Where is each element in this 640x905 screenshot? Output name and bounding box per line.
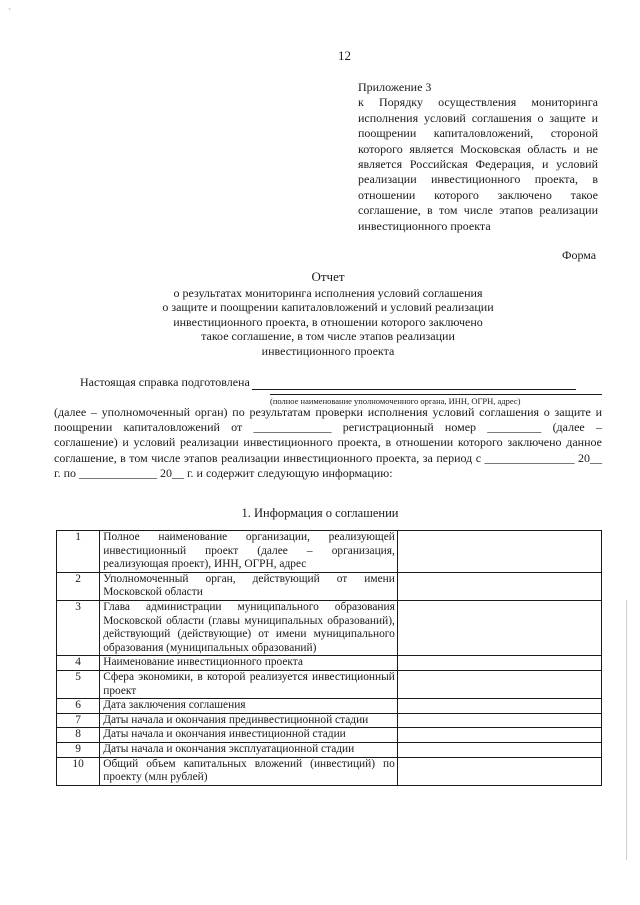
intro-line: [80, 375, 576, 390]
row-value: [397, 757, 601, 785]
row-description: Наименование инвестиционного проекта: [100, 656, 398, 671]
intro-paragraph: (далее – уполномоченный орган) по результатам проверки исполнения условий соглашения о защите и поощрении капиталовложений от _____________ регистрационный номер _________ (далее – соглашение) и условий реализации инвестиционного проекта, в отношении которого заключено данное соглашение, в том числе этапов реализации инвестиционного проекта, за период с _______________ 20__ г. по _____________ 20__ г. и содержит следующую информацию:: [54, 405, 602, 480]
scan-edge-artifact: [626, 600, 627, 860]
row-description: Даты начала и окончания прединвестиционной стадии: [100, 713, 398, 728]
report-subtitle-line: такое соглашение, в том числе этапов реализации: [201, 329, 455, 344]
row-description: Даты начала и окончания эксплуатационной стадии: [100, 742, 398, 757]
report-title-block: [140, 270, 516, 359]
row-value: [397, 728, 601, 743]
report-subtitle-line: инвестиционного проекта: [261, 343, 395, 358]
row-description: Уполномоченный орган, действующий от имени Московской области: [100, 572, 398, 600]
row-number: 5: [57, 670, 100, 698]
row-description: Дата заключения соглашения: [100, 699, 398, 714]
row-description: Глава администрации муниципального образования Московской области (главы муниципальных образований), действующий (действующие) от имени муниципального образования (муниципальных образований): [100, 600, 398, 655]
section-title: 1. Информация о соглашении: [241, 506, 399, 520]
appendix-title: Приложение 3: [358, 80, 432, 94]
row-value: [397, 713, 601, 728]
row-value: [397, 670, 601, 698]
row-number: 8: [57, 728, 100, 743]
table-row: [57, 742, 602, 757]
row-description: Полное наименование организации, реализующей инвестиционный проект (далее – организация, реализующая проект), ИНН, ОГРН, адрес: [100, 531, 398, 573]
table-row: [57, 713, 602, 728]
intro-lead: Настоящая справка подготовлена: [80, 375, 250, 389]
row-number: 9: [57, 742, 100, 757]
table-row: [57, 531, 602, 573]
table-row: [57, 728, 602, 743]
row-value: [397, 699, 601, 714]
intro-caption: (полное наименование уполномоченного органа, ИНН, ОГРН, адрес): [270, 394, 602, 406]
row-value: [397, 572, 601, 600]
table-row: [57, 600, 602, 655]
appendix-text: к Порядку осуществления мониторинга исполнения условий соглашения о защите и поощрении капиталовложений, стороной которого является Московская область и не является Российская Федерация, и условий реализации инвестиционного проекта, в отношении которого заключено такое соглашение, в том числе этапов реализации инвестиционного проекта: [358, 95, 598, 233]
report-subtitle-line: инвестиционного проекта, в отношении которого заключено: [173, 314, 483, 329]
table-row: [57, 656, 602, 671]
scan-dot-mark: `: [8, 8, 12, 19]
table-row: [57, 699, 602, 714]
form-label: Форма: [562, 248, 597, 262]
row-value: [397, 656, 601, 671]
page-number: 12: [338, 48, 351, 63]
row-number: 2: [57, 572, 100, 600]
row-number: 10: [57, 757, 100, 785]
report-subtitle-line: о защите и поощрении капиталовложений и условий реализации: [162, 300, 494, 315]
row-description: Общий объем капитальных вложений (инвестиций) по проекту (млн рублей): [100, 757, 398, 785]
table-row: [57, 757, 602, 785]
row-value: [397, 600, 601, 655]
row-number: 1: [57, 531, 100, 573]
row-value: [397, 531, 601, 573]
appendix-block: [358, 80, 598, 234]
row-number: 7: [57, 713, 100, 728]
agreement-info-table: [56, 530, 602, 786]
table-row: [57, 670, 602, 698]
row-description: Сфера экономики, в которой реализуется инвестиционный проект: [100, 670, 398, 698]
row-number: 3: [57, 600, 100, 655]
report-subtitle-line: о результатах мониторинга исполнения условий соглашения: [173, 285, 483, 300]
report-title: Отчет: [311, 269, 345, 284]
row-value: [397, 742, 601, 757]
intro-blank-field: [252, 378, 576, 390]
row-number: 6: [57, 699, 100, 714]
row-description: Даты начала и окончания инвестиционной стадии: [100, 728, 398, 743]
table-row: [57, 572, 602, 600]
row-number: 4: [57, 656, 100, 671]
